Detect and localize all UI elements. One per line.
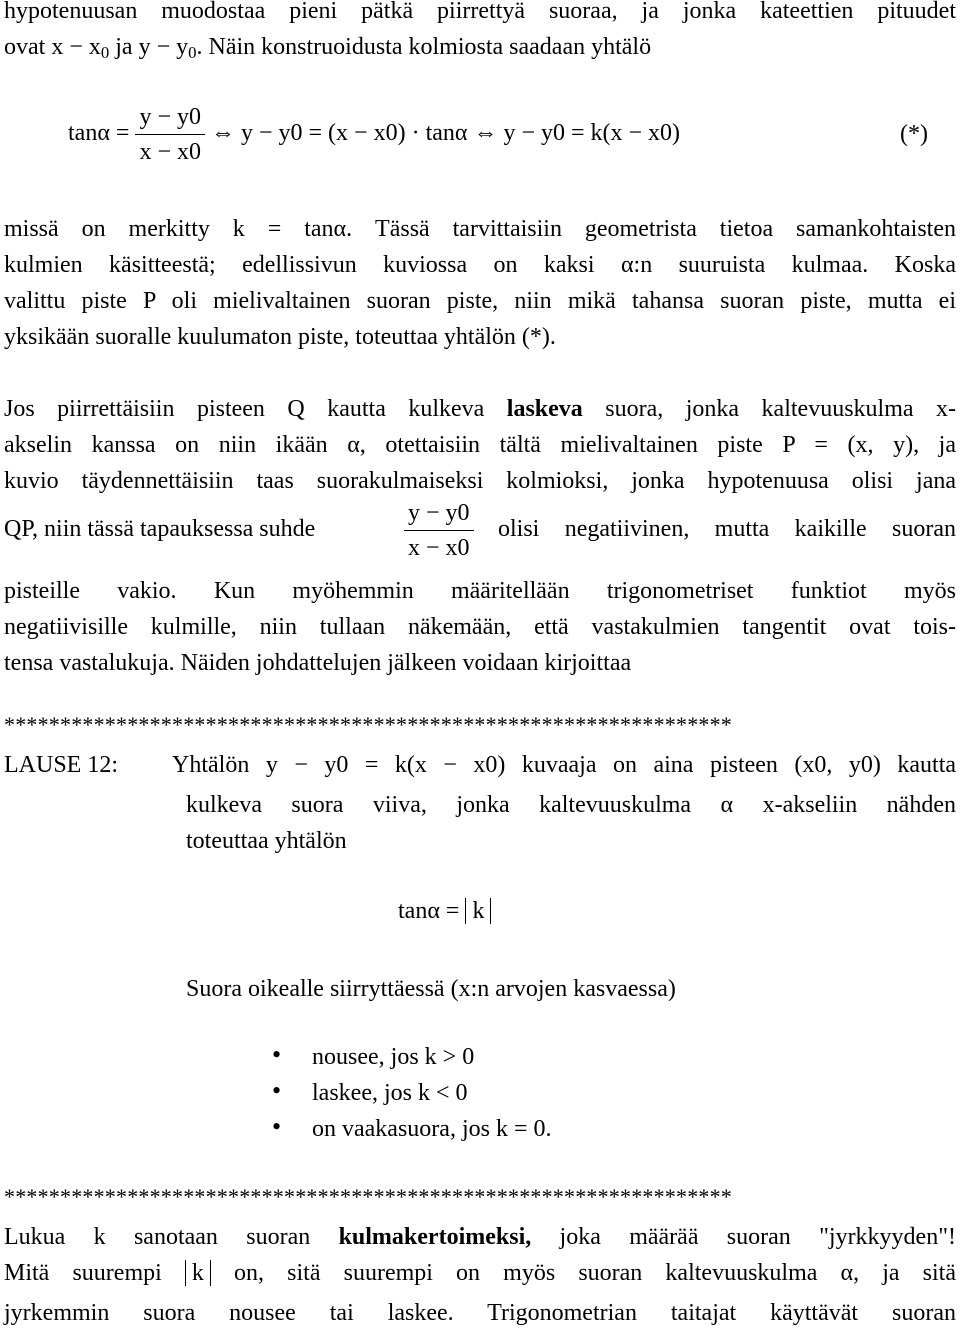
fraction: $\frac{y - y0}{x - x0}$ bbox=[135, 100, 205, 169]
text-line: kulmien käsitteestä; edellissivun kuviossa on kaksi α:n suuruista kulmaa. Koska bbox=[4, 252, 956, 278]
separator: ***************************************************************** bbox=[4, 712, 732, 737]
fraction: $\frac{y - y0}{x - x0}$ bbox=[404, 496, 474, 565]
text-line: pisteille vakio. Kun myöhemmin määritellään trigonometriset funktiot myös bbox=[4, 578, 956, 604]
text-line: jyrkemmin suora nousee tai laskee. Trigonometrian taitajat käyttävät suoran bbox=[4, 1300, 956, 1326]
text-line: Jos piirrettäisiin pisteen Q kautta kulkeva laskeva suora, jonka kaltevuuskulma x- bbox=[4, 396, 956, 422]
text-line: negatiivisille kulmille, niin tullaan näkemään, että vastakulmien tangentit ovat tois- bbox=[4, 614, 956, 640]
text-line: tensa vastalukuja. Näiden johdattelujen jälkeen voidaan kirjoittaa bbox=[4, 650, 632, 676]
text-line: yksikään suoralle kuulumaton piste, toteuttaa yhtälön (*). bbox=[4, 324, 556, 350]
text-line-with-fraction: QP, niin tässä tapauksessa suhde $\frac{y - y0}{x - x0}$ olisi negatiivinen, mutta kaikille suoran bbox=[4, 496, 956, 566]
theorem-label: LAUSE 12: bbox=[4, 752, 118, 778]
text-line: hypotenuusan muodostaa pieni pätkä piirrettyä suoraa, ja jonka kateettien pituudet bbox=[4, 0, 956, 24]
text-line: valittu piste P oli mielivaltainen suoran piste, niin mikä tahansa suoran piste, mutta ei bbox=[4, 288, 956, 314]
formula-tan-abs-k: tanα = k bbox=[398, 894, 960, 928]
equation-tag: (*) bbox=[900, 121, 928, 147]
text-line: ovat $x - x_0$ ja $y - y_0$. Näin konstruoidusta kolmiosta saadaan yhtälö bbox=[4, 34, 652, 62]
rule-title: Suora oikealle siirryttäessä (x:n arvojen kasvaessa) bbox=[186, 976, 676, 1002]
bullet-icon: • bbox=[272, 1040, 282, 1069]
text-line: missä on merkitty k = tanα. Tässä tarvittaisiin geometrista tietoa samankohtaisten bbox=[4, 216, 956, 242]
bullet-icon: • bbox=[272, 1112, 282, 1141]
text-line: Lukua k sanotaan suoran kulmakertoimeksi, joka määrää suoran "jyrkkyyden"! bbox=[4, 1224, 956, 1250]
theorem-text: Yhtälön y − y0 = k(x − x0) kuvaaja on aina pisteen (x0, y0) kautta bbox=[172, 752, 957, 778]
list-item: on vaakasuora, jos k = 0. bbox=[312, 1116, 552, 1142]
text-line: toteuttaa yhtälön bbox=[186, 828, 347, 854]
bullet-icon: • bbox=[272, 1076, 282, 1105]
text-line: akselin kanssa on niin ikään α, otettaisiin tältä mielivaltainen piste P = (x, y), ja bbox=[4, 432, 956, 458]
list-item: nousee, jos k > 0 bbox=[312, 1044, 475, 1070]
equation-star: tanα = $\frac{y - y0}{x - x0}$ ⇔ y − y0 = (x − x0) · tanα ⇔ y − y0 = k(x − x0) (*) bbox=[68, 100, 928, 170]
list-item: laskee, jos k < 0 bbox=[312, 1080, 468, 1106]
text-line: kuvio täydennettäisiin taas suorakulmaiseksi kolmioksi, jonka hypotenuusa olisi jana bbox=[4, 468, 956, 494]
separator: ***************************************************************** bbox=[4, 1184, 732, 1209]
text-line: kulkeva suora viiva, jonka kaltevuuskulma α x-akseliin nähden bbox=[186, 792, 956, 818]
text-line: Mitä suurempi k on, sitä suurempi on myös suoran kaltevuuskulma α, ja sitä bbox=[4, 1260, 956, 1286]
